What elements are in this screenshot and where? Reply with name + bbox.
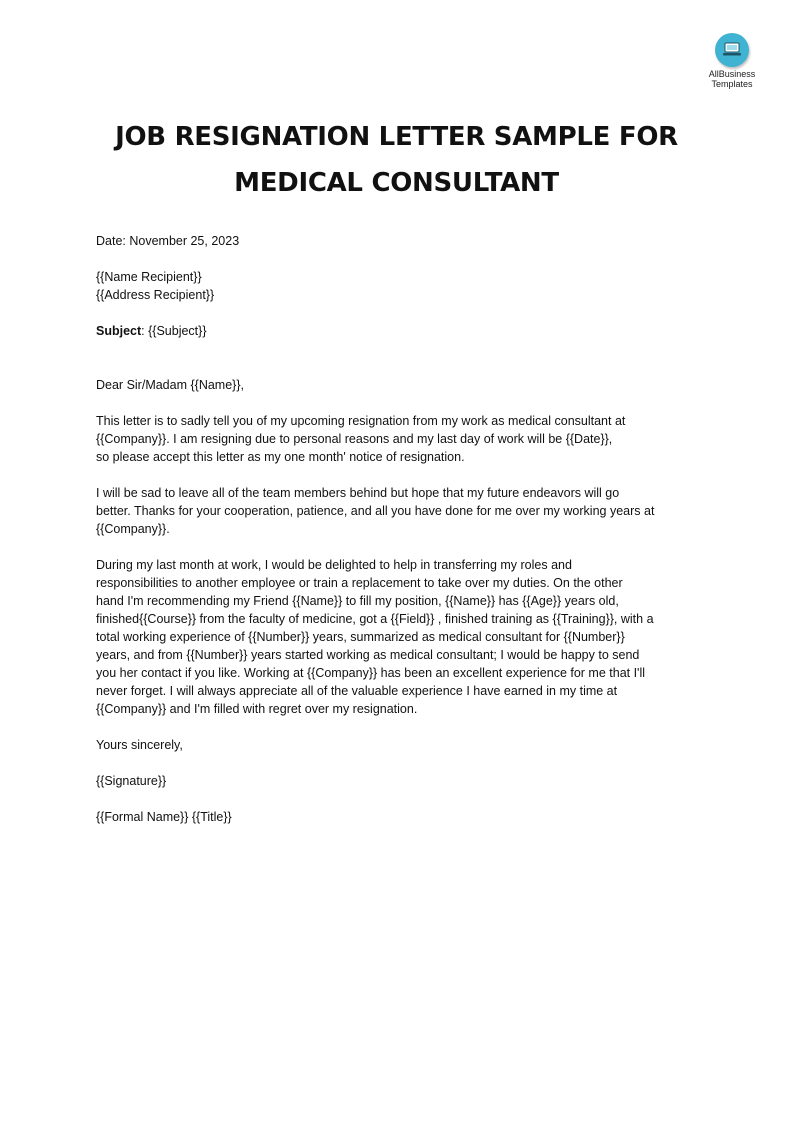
- allbusiness-logo: [697, 33, 767, 89]
- paragraph-line: hand I'm recommending my Friend {{Name}} to fill my position, {{Name}} has {{Age}} years old,: [96, 594, 619, 608]
- page-title: [0, 114, 793, 206]
- paragraph-line: total working experience of {{Number}} years, summarized as medical consultant for {{Number}}: [96, 630, 625, 644]
- paragraph-line: never forget. I will always appreciate all of the valuable experience I have earned in my time at: [96, 684, 618, 698]
- paragraph-1: [96, 412, 716, 466]
- letter-body: [96, 232, 716, 826]
- paragraph-line: {{Company}}.: [96, 522, 170, 536]
- paragraph-3: [96, 556, 716, 718]
- logo-badge: [715, 33, 749, 67]
- paragraph-line: so please accept this letter as my one month' notice of resignation.: [96, 450, 465, 464]
- paragraph-line: years, and from {{Number}} years started working as medical consultant; I would be happy to send: [96, 648, 640, 662]
- paragraph-line: {{Company}}. I am resigning due to personal reasons and my last day of work will be {{Date}},: [96, 432, 613, 446]
- recipient-address: {{Address Recipient}}: [96, 288, 215, 302]
- logo-text-line2: Templates: [711, 79, 753, 89]
- salutation: Dear Sir/Madam {{Name}},: [96, 378, 244, 392]
- paragraph-line: better. Thanks for your cooperation, patience, and all you have done for me over my working years at: [96, 504, 655, 518]
- paragraph-line: {{Company}} and I'm filled with regret over my resignation.: [96, 702, 418, 716]
- signature: {{Signature}}: [96, 774, 167, 788]
- title-line2: MEDICAL CONSULTANT: [234, 168, 559, 198]
- logo-text-line1: AllBusiness: [708, 69, 756, 79]
- paragraph-line: responsibilities to another employee or train a replacement to take over my duties. On the other: [96, 576, 623, 590]
- paragraph-2: [96, 484, 716, 538]
- paragraph-line: you her contact if you like. Working at {{Company}} has been an excellent experience for me that I'll: [96, 666, 645, 680]
- subject-label: Subject: [96, 324, 142, 338]
- closing: Yours sincerely,: [96, 738, 183, 752]
- laptop-icon: [722, 42, 742, 57]
- letter-date: Date: November 25, 2023: [96, 234, 240, 248]
- paragraph-line: I will be sad to leave all of the team members behind but hope that my future endeavors will go: [96, 486, 620, 500]
- title-line1: JOB RESIGNATION LETTER SAMPLE FOR: [115, 122, 678, 152]
- paragraph-line: During my last month at work, I would be delighted to help in transferring my roles and: [96, 558, 572, 572]
- subject-value: : {{Subject}}: [141, 324, 207, 338]
- paragraph-line: This letter is to sadly tell you of my upcoming resignation from my work as medical consultant at: [96, 414, 626, 428]
- paragraph-line: finished{{Course}} from the faculty of medicine, got a {{Field}} , finished training as {{Training}}, with a: [96, 612, 654, 626]
- subject-line: [96, 322, 716, 340]
- recipient-name: {{Name Recipient}}: [96, 270, 202, 284]
- formal-name: {{Formal Name}} {{Title}}: [96, 810, 232, 824]
